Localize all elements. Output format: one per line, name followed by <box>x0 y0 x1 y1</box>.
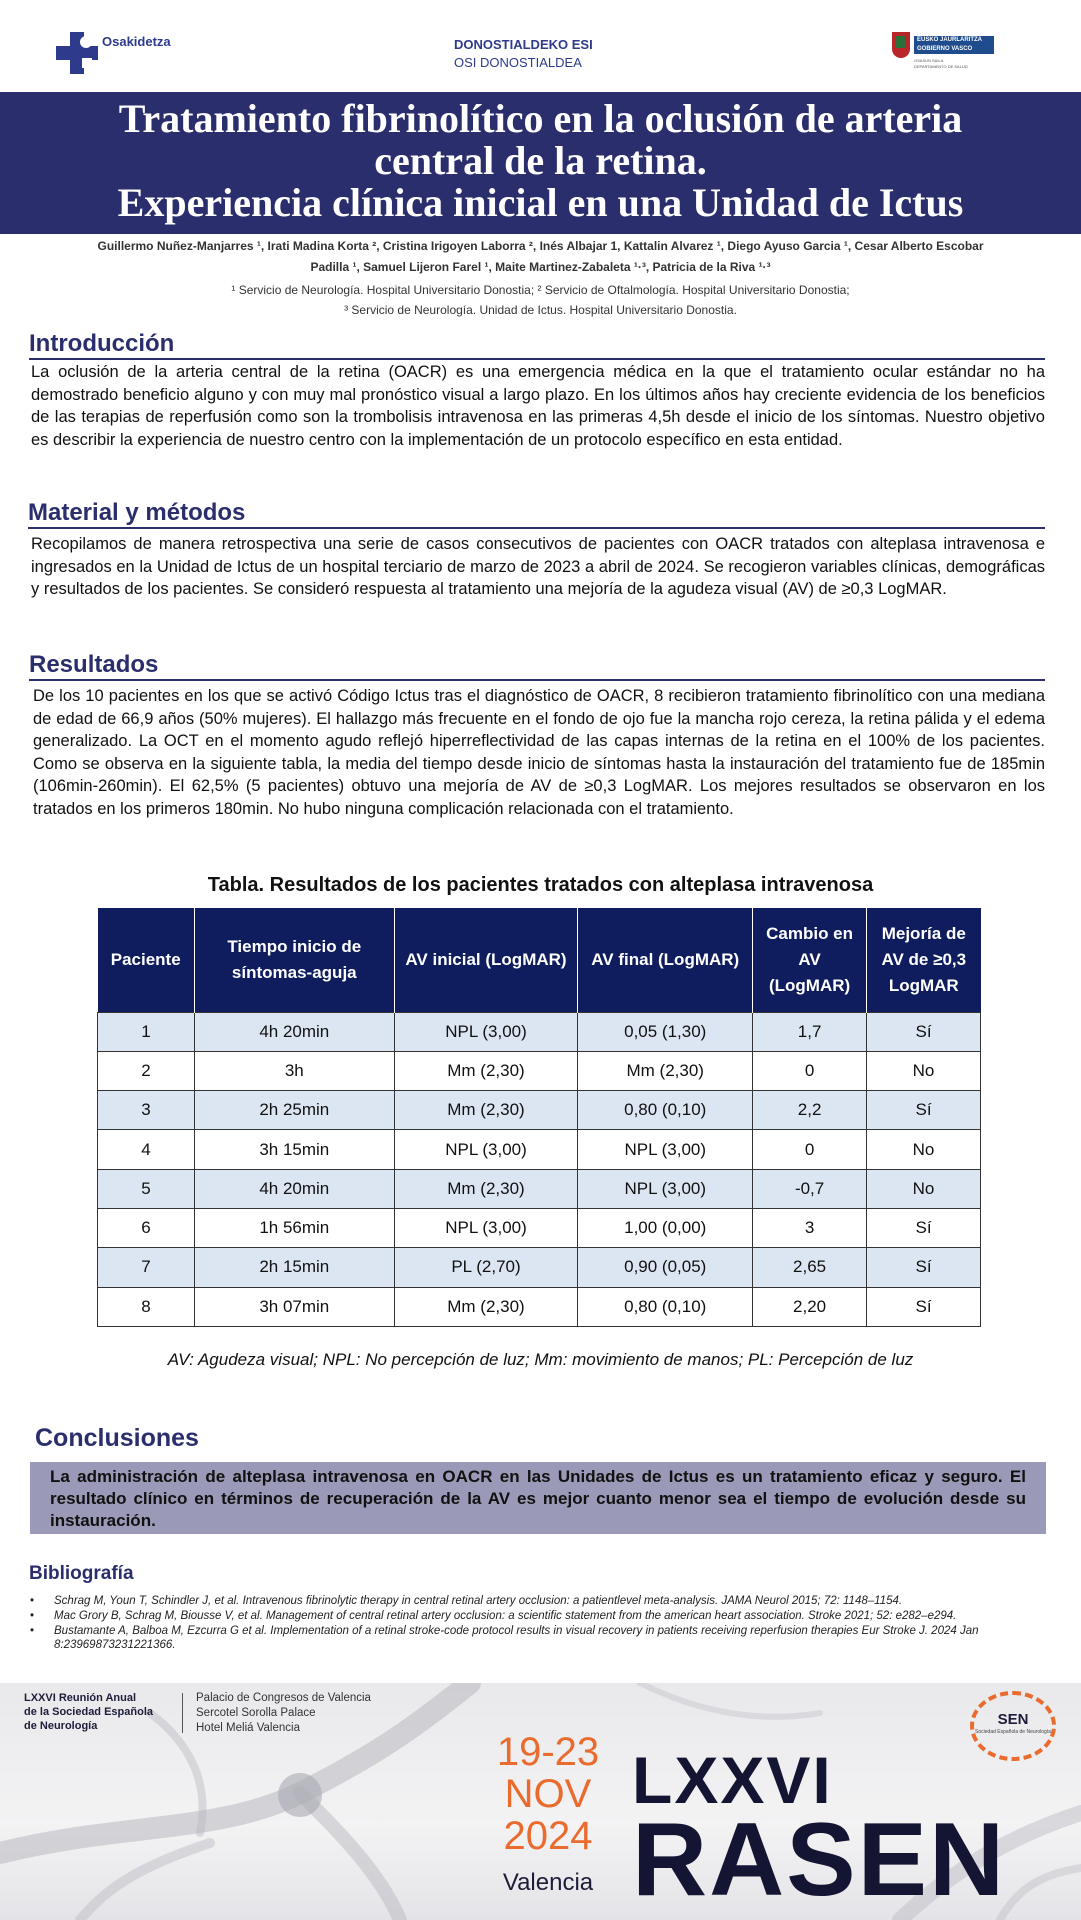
coat-of-arms-icon <box>892 32 910 58</box>
gv-department <box>914 58 1000 70</box>
cell-improvement: Sí <box>867 1248 981 1287</box>
table-row <box>98 1130 981 1169</box>
table-row <box>98 1012 981 1051</box>
cell-improvement: Sí <box>867 1091 981 1130</box>
cell-patient: 6 <box>98 1208 195 1247</box>
cell-av-final: 0,90 (0,05) <box>578 1248 753 1287</box>
cell-av-change: -0,7 <box>753 1169 867 1208</box>
cell-improvement: No <box>867 1169 981 1208</box>
results-heading: Resultados <box>29 651 1045 681</box>
cell-time: 2h 25min <box>194 1091 394 1130</box>
osi-donostialdea-logo <box>454 36 593 72</box>
sen-logo <box>970 1691 1058 1763</box>
cell-patient: 8 <box>98 1287 195 1326</box>
cell-av-change: 1,7 <box>753 1012 867 1051</box>
gobierno-vasco-logo <box>892 32 1004 78</box>
col-header-patient: Paciente <box>98 908 195 1012</box>
affiliations <box>30 280 1051 320</box>
cell-av-change: 2,20 <box>753 1287 867 1326</box>
cell-time: 3h 07min <box>194 1287 394 1326</box>
congress-edition: LXXVI <box>632 1743 833 1817</box>
cell-time: 2h 15min <box>194 1248 394 1287</box>
venue-line-3: Hotel Meliá Valencia <box>196 1722 300 1734</box>
table-row <box>98 1091 981 1130</box>
cell-av-final: 0,05 (1,30) <box>578 1012 753 1051</box>
congress-dates <box>484 1731 612 1857</box>
authors-line-2: Padilla ¹, Samuel Lijeron Farel ¹, Maite Martinez-Zabaleta ¹·³, Patricia de la Riva ¹·³ <box>310 260 771 274</box>
bibliography-item: • Bustamante A, Balboa M, Ezcurra G et al. Implementation of a retinal stroke-code protocol results in visual recovery in patients receiving reperfusion therapies Eur Stroke J. 2024 Jan 8:23969873231221366. <box>30 1624 1040 1652</box>
poster-title-band <box>0 92 1081 234</box>
cell-av-final: 0,80 (0,10) <box>578 1287 753 1326</box>
col-header-av-final: AV final (LogMAR) <box>578 908 753 1012</box>
cell-av-initial: Mm (2,30) <box>394 1091 578 1130</box>
cell-av-change: 2,65 <box>753 1248 867 1287</box>
results-text: De los 10 pacientes en los que se activó Código Ictus tras el diagnóstico de OACR, 8 recibieron tratamiento fibrinolítico con una mediana de edad de 66,9 años (50% mujeres). El hallazgo más frecuente en el fondo de ojo fue la mancha rojo cereza, la retina pálida y el edema generalizado. La OCT en el momento agudo reflejó hiperreflectividad de las capas internas de la retina en el 100% de los pacientes. Como se observa en la siguiente tabla, la media del tiempo desde inicio de síntomas hasta la instauración del tratamiento fue de 185min (106min-260min). El 62,5% (5 pacientes) obtuvo una mejoría de AV de ≥0,3 LogMAR. Los mejores resultados se observaron en los tratados en los primeros 180min. No hubo ninguna complicación relacionada con el tratamiento. <box>33 687 1045 818</box>
meeting-line-1: LXXVI Reunión Anual <box>24 1692 137 1704</box>
col-header-av-change: Cambio en AV (LogMAR) <box>753 908 867 1012</box>
author-list <box>30 236 1051 278</box>
methods-text: Recopilamos de manera retrospectiva una serie de casos consecutivos de pacientes con OACR tratados con alteplasa intravenosa e ingresados en la Unidad de Ictus de un hospital terciario de marzo de 2023 a abril de 2024. Se recogieron variables clínicas, demográficas y resultados de los pacientes. Se consideró respuesta al tratamiento una mejoría de la agudeza visual (AV) de ≥0,3 LogMAR. <box>31 535 1045 598</box>
osi-line-2: OSI DONOSTIALDEA <box>454 55 582 70</box>
col-header-improvement: Mejoría de AV de ≥0,3 LogMAR <box>867 908 981 1012</box>
cell-av-change: 3 <box>753 1208 867 1247</box>
affiliation-line-2: ³ Servicio de Neurología. Unidad de Ictus. Hospital Universitario Donostia. <box>344 303 737 317</box>
cell-time: 4h 20min <box>194 1012 394 1051</box>
sen-sub-label: Sociedad Española de Neurología <box>975 1729 1051 1735</box>
congress-city: Valencia <box>502 1869 594 1896</box>
affiliation-line-1: ¹ Servicio de Neurología. Hospital Universitario Donostia; ² Servicio de Oftalmología. Hospital Universitario Donostia; <box>231 283 850 297</box>
bibliography-item: • Schrag M, Youn T, Schindler J, et al. Intravenous fibrinolytic therapy in central retinal artery occlusion: a patientlevel meta-analysis. JAMA Neurol 2015; 72: 1148–1154. <box>30 1594 1040 1608</box>
cell-time: 1h 56min <box>194 1208 394 1247</box>
cell-improvement: Sí <box>867 1208 981 1247</box>
meeting-line-3: de Neurología <box>24 1720 98 1732</box>
table-row <box>98 1287 981 1326</box>
footer-divider <box>182 1693 183 1733</box>
meeting-line-2: de la Sociedad Española <box>24 1706 153 1718</box>
cell-patient: 3 <box>98 1091 195 1130</box>
cell-improvement: No <box>867 1130 981 1169</box>
dates-line-2: NOV <box>504 1772 592 1816</box>
title-line-3: Experiencia clínica inicial en una Unidad de Ictus <box>117 180 964 225</box>
cell-av-final: Mm (2,30) <box>578 1051 753 1090</box>
results-table <box>97 908 981 1327</box>
osi-line-1: DONOSTIALDEKO ESI <box>454 37 593 52</box>
cell-time: 3h <box>194 1051 394 1090</box>
header-bar <box>0 0 1081 92</box>
congress-footer <box>0 1683 1081 1920</box>
venue-list <box>196 1691 371 1736</box>
cell-av-final: 0,80 (0,10) <box>578 1091 753 1130</box>
osakidetza-label: Osakidetza <box>102 34 171 49</box>
cell-time: 4h 20min <box>194 1169 394 1208</box>
conclusions-box: La administración de alteplasa intravenosa en OACR en las Unidades de Ictus es un tratamiento eficaz y seguro. El resultado clínico en términos de recuperación de la AV es mejor cuanto menor sea el tiempo de evolución desde su instauración. <box>30 1462 1046 1534</box>
table-header-row <box>98 908 981 1012</box>
col-header-time: Tiempo inicio de síntomas-aguja <box>194 908 394 1012</box>
cell-patient: 4 <box>98 1130 195 1169</box>
cell-patient: 2 <box>98 1051 195 1090</box>
sen-label: SEN <box>997 1711 1029 1728</box>
cell-av-change: 0 <box>753 1051 867 1090</box>
title-line-2: central de la retina. <box>374 138 707 183</box>
gv-dept-2: DEPARTAMENTO DE SALUD <box>914 64 968 69</box>
cell-av-initial: PL (2,70) <box>394 1248 578 1287</box>
dates-line-1: 19-23 <box>496 1730 600 1774</box>
conclusions-heading: Conclusiones <box>35 1424 199 1452</box>
cell-av-final: NPL (3,00) <box>578 1169 753 1208</box>
cell-improvement: Sí <box>867 1012 981 1051</box>
cell-av-initial: Mm (2,30) <box>394 1051 578 1090</box>
introduction-heading: Introducción <box>29 330 1045 360</box>
bibliography-list <box>30 1594 1040 1653</box>
cell-av-initial: Mm (2,30) <box>394 1287 578 1326</box>
cell-patient: 7 <box>98 1248 195 1287</box>
cell-improvement: Sí <box>867 1287 981 1326</box>
cell-av-final: NPL (3,00) <box>578 1130 753 1169</box>
table-row <box>98 1248 981 1287</box>
table-row <box>98 1208 981 1247</box>
table-row <box>98 1169 981 1208</box>
table-caption: Tabla. Resultados de los pacientes tratados con alteplasa intravenosa <box>207 874 874 896</box>
cell-av-initial: NPL (3,00) <box>394 1130 578 1169</box>
meeting-name <box>24 1691 153 1733</box>
cell-improvement: No <box>867 1051 981 1090</box>
col-header-av-initial: AV inicial (LogMAR) <box>394 908 578 1012</box>
cell-av-change: 0 <box>753 1130 867 1169</box>
bibliography-heading: Bibliografía <box>29 1563 134 1584</box>
cell-time: 3h 15min <box>194 1130 394 1169</box>
introduction-text: La oclusión de la arteria central de la retina (OACR) es una emergencia médica en la que el tratamiento ocular estándar no ha demostrado beneficio alguno y con muy mal pronóstico visual a largo plazo. En los últimos años hay creciente evidencia de los beneficios de las terapias de reperfusión como son la trombolisis intravenosa en las primeras 4,5h desde el inicio de los síntomas. Nuestro objetivo es describir la experiencia de nuestro centro con la implementación de un protocolo específico en esta entidad. <box>31 363 1045 449</box>
osakidetza-cross-icon <box>56 32 98 74</box>
osakidetza-logo <box>56 32 171 74</box>
congress-event-name: RASEN <box>632 1802 1007 1918</box>
methods-heading: Material y métodos <box>28 499 1045 529</box>
authors-line-1: Guillermo Nuñez-Manjarres ¹, Irati Madina Korta ², Cristina Irigoyen Laborra ², Inés Albajar 1, Kattalin Alvarez ¹, Diego Ayuso Garcia ¹, Cesar Alberto Escobar <box>97 239 984 253</box>
table-abbreviations-note: AV: Agudeza visual; NPL: No percepción de luz; Mm: movimiento de manos; PL: Percepción de luz <box>167 1350 914 1369</box>
cell-av-initial: NPL (3,00) <box>394 1208 578 1247</box>
cell-av-initial: NPL (3,00) <box>394 1012 578 1051</box>
dates-line-3: 2024 <box>503 1814 593 1858</box>
table-row <box>98 1051 981 1090</box>
title-line-1: Tratamiento fibrinolítico en la oclusión de arteria <box>118 96 963 141</box>
cell-av-change: 2,2 <box>753 1091 867 1130</box>
bibliography-item: • Mac Grory B, Schrag M, Biousse V, et al. Management of central retinal artery occlusion: a scientific statement from the american heart association. Stroke 2021; 52: e282–e294. <box>30 1609 1040 1623</box>
poster-title <box>0 92 1081 224</box>
cell-patient: 5 <box>98 1169 195 1208</box>
gv-line-2: GOBIERNO VASCO <box>917 46 973 52</box>
venue-line-2: Sercotel Sorolla Palace <box>196 1707 316 1719</box>
venue-line-1: Palacio de Congresos de Valencia <box>196 1692 371 1704</box>
cell-av-initial: Mm (2,30) <box>394 1169 578 1208</box>
gv-band <box>914 36 994 54</box>
gv-line-1: EUSKO JAURLARITZA <box>917 37 983 43</box>
cell-patient: 1 <box>98 1012 195 1051</box>
cell-av-final: 1,00 (0,00) <box>578 1208 753 1247</box>
gv-dept-1: OSASUN SAILA <box>914 58 944 63</box>
